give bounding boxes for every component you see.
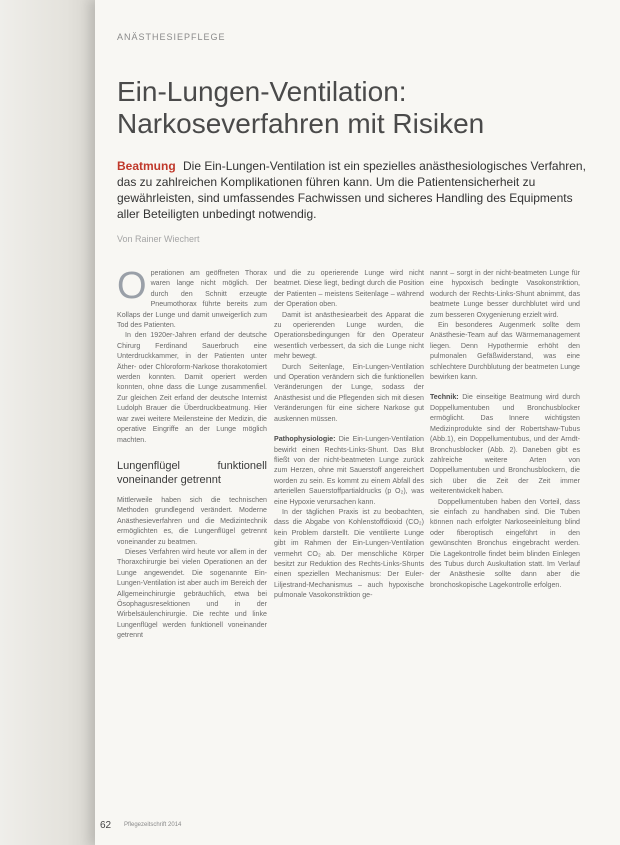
article-title	[117, 76, 597, 140]
paragraph: und die zu operierende Lunge wird nicht beatmet. Diese liegt, bedingt durch die Position der Patienten – meistens Seitenlage – während der Operation oben.	[274, 269, 424, 309]
paragraph: Dieses Verfahren wird heute vor allem in der Thoraxchirurgie bei vielen Operationen an der Lunge angewendet. Die sogenannte Ein-Lungen-Ventilation ist aber auch im Bereich der Allgemeinchirurgie gebräuchlich, etwa bei Ösophagusresektionen und in der Wirbelsäulenchirurgie. Die rechte und linke Lungenflügel werden funktionell voneinander getrennt	[117, 547, 267, 640]
subheading: Lungenflügel funktionell voneinander getrennt	[117, 459, 267, 486]
text-column-3	[430, 268, 580, 590]
drop-cap: O	[117, 265, 147, 307]
page-number: 62	[100, 820, 112, 831]
paragraph	[117, 265, 267, 330]
journal-footer: Pflegezeitschrift 2014	[124, 822, 182, 828]
lead-text: Die Ein-Lungen-Ventilation ist ein spezielles anästhesiologisches Verfahren, das zu zahlreichen Komplikationen führen kann. Um die Patientensicherheit zu gewährleisten, sind umfassendes Fachwissen und sicheres Handling des Equipments aller Beteiligten unbedingt notwendig.	[117, 159, 586, 221]
inline-heading: Technik:	[430, 393, 459, 402]
inline-heading: Pathophysiologie:	[274, 435, 336, 444]
page-gutter	[0, 0, 95, 845]
paragraph	[430, 392, 580, 496]
author-byline: Von Rainer Wiechert	[117, 234, 200, 244]
text-column-2	[274, 268, 424, 601]
paragraph-text: perationen am geöffneten Thorax waren lange nicht möglich. Der durch den Schnitt erzeugte Pneumothorax führte bereits zum Kollaps der Lunge und damit unweigerlich zum Tod des Patienten.	[117, 269, 267, 330]
paragraph: Doppellumentuben haben den Vorteil, dass sie einfach zu handhaben sind. Die Tuben können nach erfolgter Narkoseeinleitung blind oder fiberoptisch eingeführt in den gewünschten Bronchus eingebracht werden. Die Lagekontrolle findet beim blinden Einlegen des Tubus durch Auskultation statt. Im Verlauf der Anästhesie sollte dann aber die bronchoskopische Lagekontrolle erfolgen.	[430, 497, 580, 589]
paragraph: Damit ist anästhesiearbeit des Apparat die zu operierenden Lunge wurden, die Operationsbedingungen für den Operateur wesentlich verbessert, da sich die Lunge nicht mehr bewegt.	[274, 310, 424, 361]
lead-label: Beatmung	[117, 159, 176, 173]
paragraph: Ein besonderes Augenmerk sollte dem Anästhesie-Team auf das Wärmemanagement liegen. Denn Hypothermie erhöht den pulmonalen Gefäßwiderstand, was eine schlechtere Durchblutung der beatmeten Lunge bewirken kann.	[430, 321, 580, 382]
title-line-1: Ein-Lungen-Ventilation:	[117, 76, 407, 107]
paragraph: Mittlerweile haben sich die technischen Methoden grundlegend verändert. Moderne Anästhesieverfahren und die Medizintechnik ermöglichten es, die Lungenflügel getrennt voneinander zu beatmen.	[117, 495, 267, 546]
paragraph: Durch Seitenlage, Ein-Lungen-Ventilation und Operation verändern sich die funktionellen Veränderungen der Lunge, sodass der Anästhesist und die Pflegenden sich mit diesen Veränderungen für eine sichere Narkose gut auskennen müssen.	[274, 362, 424, 423]
paragraph-text: Die Ein-Lungen-Ventilation bewirkt einen Rechts-Links-Shunt. Das Blut fließt von der nicht-beatmeten Lunge zurück zum Herzen, ohne mit Sauerstoff angereichert worden zu sein. Es kommt zu einem Abfall des arteriellen Sauerstoffpartialdrucks (p O₂), was eine Hypoxie verursachen kann.	[274, 435, 424, 506]
article-lead	[117, 158, 587, 222]
paragraph: In der täglichen Praxis ist zu beobachten, dass die Abgabe von Kohlenstoffdioxid (CO₂) kein Problem darstellt. Die ventilierte Lunge gibt im Rahmen der Ein-Lungen-Ventilation vermehrt CO₂ ab. Der menschliche Körper besitzt zur Reduktion des Rechts-Links-Shunts einen speziellen Mechanismus: Der Euler-Liljestrand-Mechanismus – auch hypoxische pulmonale Vasokonstriktion ge-	[274, 507, 424, 600]
title-line-2: Narkoseverfahren mit Risiken	[117, 108, 485, 139]
section-label: ANÄSTHESIEPFLEGE	[117, 32, 226, 42]
paragraph: In den 1920er-Jahren erfand der deutsche Chirurg Ferdinand Sauerbruch eine Unterdruckkammer, in der Patienten unter Äther- oder Chloroform-Narkose thorakotomiert werden konnten. Damit operiert werden konnten, ohne dass die Lunge zusammenfiel. Zur gleichen Zeit erfand der deutsche Internist Ludolph Brauer die Überdruckbeatmung. Hier war zwei weitere Meilensteine der Medizin, die operative Eingriffe an der Lunge möglich machten.	[117, 331, 267, 444]
paragraph: nannt – sorgt in der nicht-beatmeten Lunge für eine hypoxisch bedingte Vasokonstriktion, wodurch der Rechts-Links-Shunt abnimmt, das beatmete Lunge besser durchblutet wird und zum besseren Oxygenierung erzielt wird.	[430, 269, 580, 319]
paragraph-text: Die einseitige Beatmung wird durch Doppellumentuben und Bronchusblocker ermöglicht. Das Innere wichtigsten Medizinprodukte sind der Robertshaw-Tubus (Abb.1), ein Doppellumentubus, und der Arndt-Bronchusblocker (Abb. 2). Daneben gibt es zahlreiche weitere Arten von Doppellumentuben und Bronchusblockern, die sich über die Zeit der Zeit immer weiterentwickelt haben.	[430, 393, 580, 496]
paragraph	[274, 434, 424, 507]
text-column-1	[117, 265, 267, 641]
